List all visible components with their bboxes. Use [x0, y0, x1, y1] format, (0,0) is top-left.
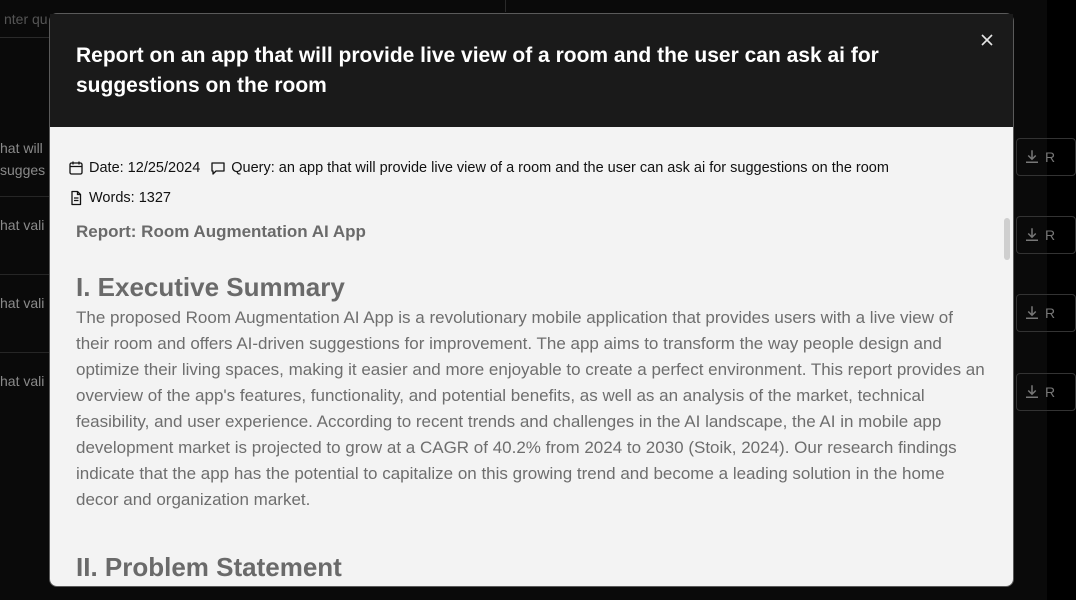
background-list-item[interactable] — [0, 370, 50, 392]
message-icon — [210, 160, 226, 176]
section-heading-executive-summary: I. Executive Summary — [76, 272, 345, 302]
background-row-divider — [0, 352, 50, 353]
background-list-item[interactable] — [0, 292, 50, 314]
background-list-item-text: hat vali — [0, 295, 45, 311]
calendar-icon — [68, 160, 84, 176]
background-download-label: R — [1045, 227, 1056, 243]
background-query-input[interactable] — [0, 0, 50, 38]
report-word-count — [68, 190, 171, 206]
background-download-button[interactable] — [1016, 294, 1076, 332]
background-list-item-text: sugges — [0, 162, 46, 178]
background-download-label: R — [1045, 305, 1056, 321]
report-date — [68, 160, 200, 176]
report-date-text: Date: 12/25/2024 — [89, 160, 201, 176]
close-button[interactable] — [978, 31, 996, 49]
modal-title: Report on an app that will provide live view of a room and the user can ask ai for suggestions on the room — [76, 44, 879, 97]
download-icon — [1023, 226, 1041, 244]
scrollbar-thumb[interactable] — [1004, 218, 1010, 260]
background-list-item-text: hat vali — [0, 217, 45, 233]
background-download-button[interactable] — [1016, 373, 1076, 411]
report-meta-row — [68, 190, 181, 206]
background-query-placeholder: nter qu — [4, 11, 48, 27]
section-heading-problem-statement: II. Problem Statement — [76, 552, 342, 582]
document-icon — [68, 190, 84, 206]
modal-header — [50, 14, 1013, 127]
section-paragraph-executive-summary: The proposed Room Augmentation AI App is a revolutionary mobile application that provides users with a live view of their room and offers AI-driven suggestions for improvement. The app aims to transform the way people design and optimize their living spaces, making it easier and more enjoyable to create a perfect environment. This report provides an overview of the app's features, functionality, and potential benefits, as well as an analysis of the market, technical feasibility, and user experience. According to recent trends and challenges in the AI landscape, the AI in mobile app development market is projected to grow at a CAGR of 40.2% from 2024 to 2030 (Stoik, 2024). Our research findings indicate that the app has the potential to capitalize on this growing trend and become a leading solution in the home decor and organization market. — [76, 308, 985, 509]
background-list-item-text: hat will — [0, 140, 43, 156]
background-download-button[interactable] — [1016, 138, 1076, 176]
background-download-label: R — [1045, 384, 1056, 400]
background-row-divider — [0, 274, 50, 275]
download-icon — [1023, 148, 1041, 166]
background-divider — [505, 0, 506, 12]
background-list-item[interactable] — [0, 214, 50, 236]
background-list-item[interactable] — [0, 137, 50, 181]
background-list-item-text: hat vali — [0, 373, 45, 389]
report-meta-row — [68, 160, 899, 176]
background-row-divider — [0, 196, 50, 197]
modal-body[interactable] — [50, 127, 1013, 588]
close-icon — [978, 31, 996, 49]
report-query — [210, 160, 889, 176]
report-modal — [49, 13, 1014, 587]
download-icon — [1023, 383, 1041, 401]
report-word-count-text: Words: 1327 — [89, 190, 171, 206]
report-query-text: Query: an app that will provide live view of a room and the user can ask ai for suggestions on the room — [231, 160, 889, 176]
background-download-label: R — [1045, 149, 1056, 165]
report-title: Report: Room Augmentation AI App — [76, 222, 366, 241]
background-download-button[interactable] — [1016, 216, 1076, 254]
download-icon — [1023, 304, 1041, 322]
